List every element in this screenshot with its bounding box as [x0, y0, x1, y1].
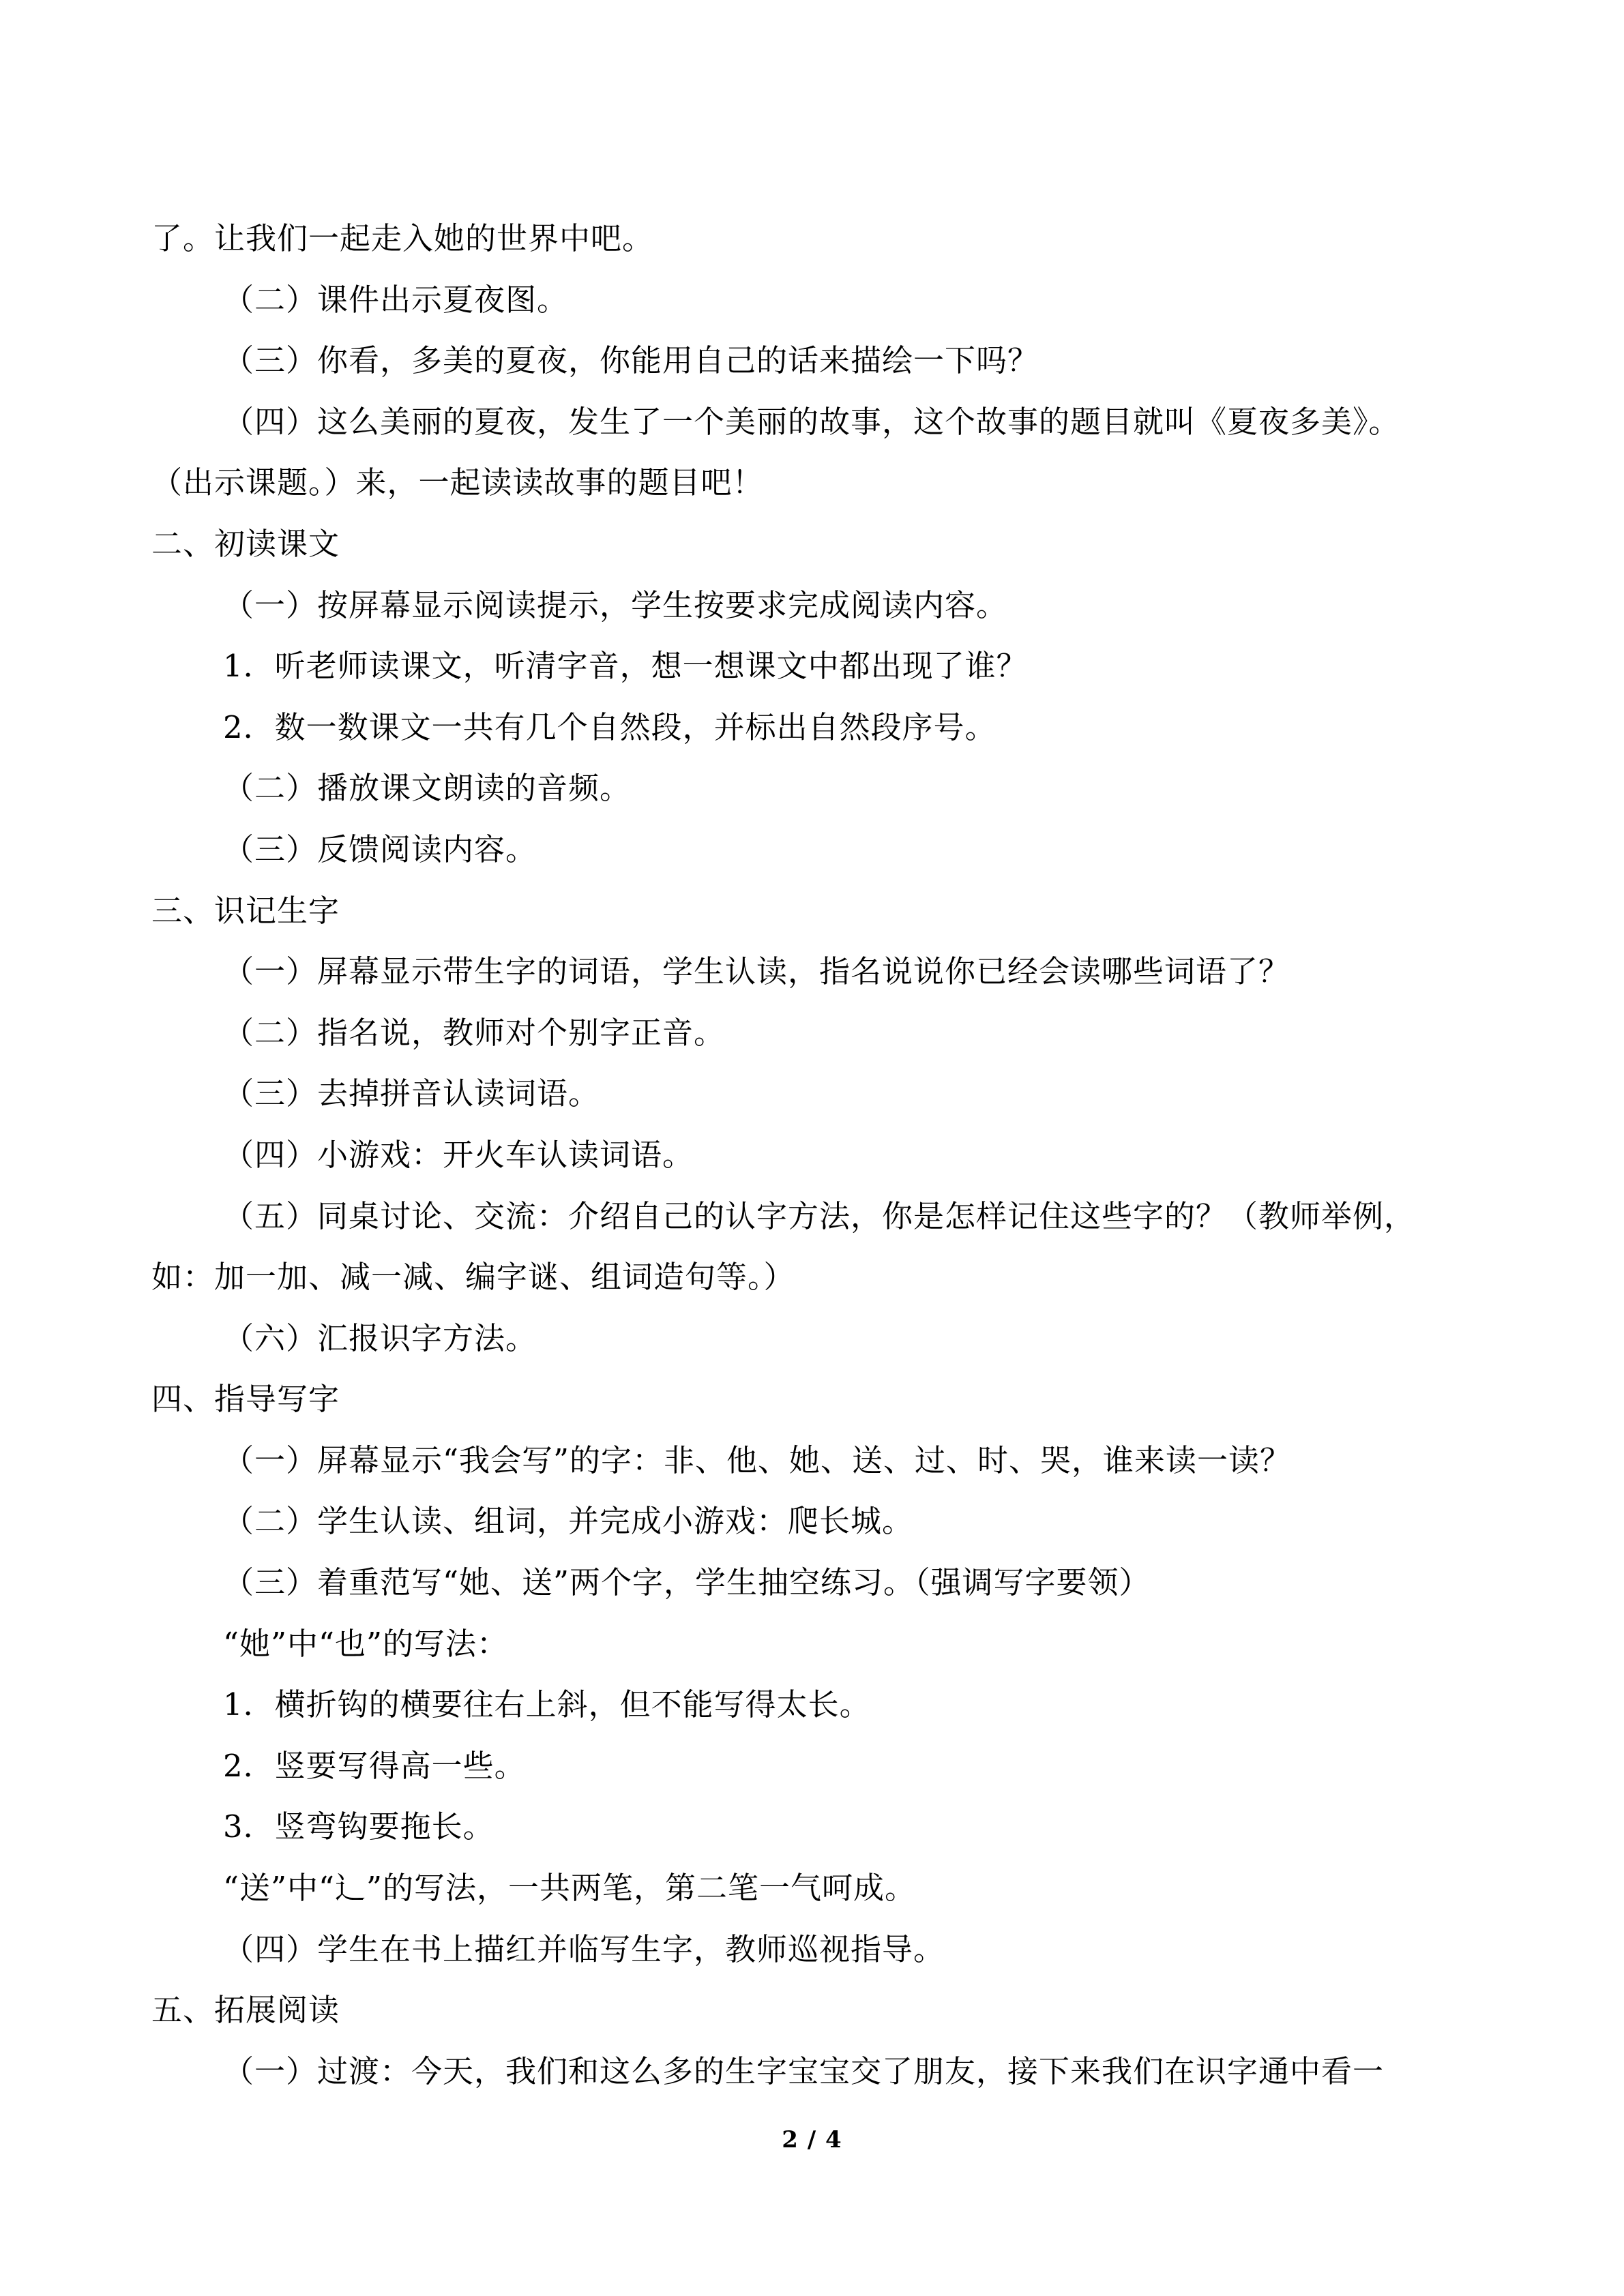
text-line: （二）播放课文朗读的音频。	[223, 770, 632, 807]
text-line: （二）课件出示夏夜图。	[223, 281, 569, 318]
text-line: （四）小游戏：开火车认读词语。	[223, 1136, 694, 1173]
text-line: （三）反馈阅读内容。	[223, 831, 537, 867]
text-line: 四、指导写字	[151, 1381, 340, 1418]
text-line: （五）同桌讨论、交流：介绍自己的认字方法，你是怎样记住这些字的？（教师举例，	[223, 1197, 1416, 1234]
page-number: 2 / 4	[782, 2126, 842, 2153]
text-line: （一）过渡：今天，我们和这么多的生字宝宝交了朋友，接下来我们在识字通中看一	[223, 2053, 1385, 2089]
text-line: 1．横折钩的横要往右上斜，但不能写得太长。	[223, 1686, 871, 1723]
text-line: （三）去掉拼音认读词语。	[223, 1075, 600, 1112]
text-line: （四）这么美丽的夏夜，发生了一个美丽的故事，这个故事的题目就叫《夏夜多美》。	[223, 403, 1400, 440]
text-line: “送”中“辶”的写法，一共两笔，第二笔一气呵成。	[223, 1870, 917, 1907]
text-line: 2．竖要写得高一些。	[223, 1747, 526, 1784]
text-line: （三）你看，多美的夏夜，你能用自己的话来描绘一下吗？	[223, 342, 1039, 379]
text-line: （四）学生在书上描红并临写生字，教师巡视指导。	[223, 1930, 945, 1967]
text-line: （一）屏幕显示“我会写”的字：非、他、她、送、过、时、哭，谁来读一读？	[223, 1442, 1292, 1478]
text-line: 1．听老师读课文，听清字音，想一想课文中都出现了谁？	[223, 648, 1028, 685]
text-line: “她”中“也”的写法：	[223, 1625, 509, 1662]
text-line: （三）着重范写“她、送”两个字，学生抽空练习。（强调写字要领）	[223, 1564, 1151, 1601]
text-line: （一）屏幕显示带生字的词语，学生认读，指名说说你已经会读哪些词语了？	[223, 953, 1290, 990]
text-line: 如：加一加、减一减、编字谜、组词造句等。）	[151, 1259, 795, 1296]
text-line: （六）汇报识字方法。	[223, 1320, 537, 1356]
text-line: （二）指名说，教师对个别字正音。	[223, 1014, 726, 1051]
text-line: 3．竖弯钩要拖长。	[223, 1808, 494, 1845]
body-text	[151, 208, 1488, 2102]
text-line: 二、初读课文	[151, 525, 340, 562]
text-line: 三、识记生字	[151, 892, 340, 929]
text-line: 了。让我们一起走入她的世界中吧。	[151, 220, 654, 256]
text-line: （一）按屏幕显示阅读提示，学生按要求完成阅读内容。	[223, 586, 1008, 623]
text-line: （二）学生认读、组词，并完成小游戏：爬长城。	[223, 1503, 914, 1540]
text-line: （出示课题。）来，一起读读故事的题目吧！	[151, 464, 764, 501]
text-line: 2．数一数课文一共有几个自然段，并标出自然段序号。	[223, 709, 996, 745]
text-line: 五、拓展阅读	[151, 1992, 340, 2029]
